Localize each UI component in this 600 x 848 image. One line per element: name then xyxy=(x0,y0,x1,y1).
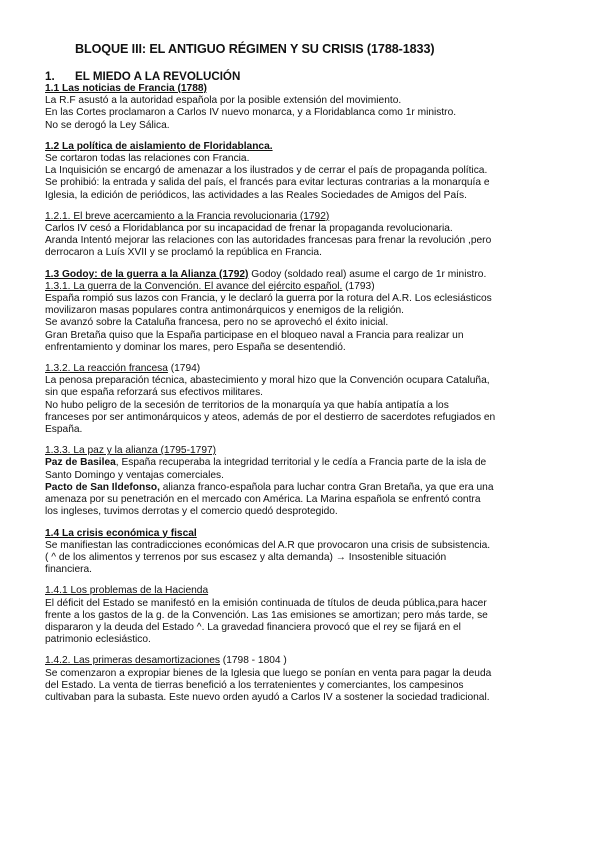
section-1-2-1 xyxy=(45,211,560,260)
section-1-4-2-heading-line xyxy=(45,655,560,667)
paragraph-line: cultivaban para la subasta. Este nuevo orden ayudó a Carlos IV a sostener la sociedad tradicional. xyxy=(45,691,490,703)
section-1-3-2-heading-line xyxy=(45,363,560,375)
paragraph-line: derrocaron a Luís XVII y se proclamó la república en Francia. xyxy=(45,247,322,259)
section-1-3-2 xyxy=(45,363,560,436)
paragraph-line: Gran Bretaña quiso que la España participase en el bloqueo naval a Francia para realizar un xyxy=(45,329,464,341)
paragraph-line: Se cortaron todas las relaciones con Francia. xyxy=(45,153,250,165)
section-1-3-1-heading-line xyxy=(45,281,560,293)
paragraph-line: La Inquisición se encargó de amenazar a los ilustrados y de cerrar el país de propaganda política. xyxy=(45,165,488,177)
paragraph-line: Se comenzaron a expropiar bienes de la Iglesia que luego se ponían en venta para pagar la deuda xyxy=(45,667,492,679)
section-1-2-heading: 1.2 La política de aislamiento de Floridablanca. xyxy=(45,140,273,152)
section-1-2 xyxy=(45,141,560,202)
section-1-1-heading: 1.1 Las noticias de Francia (1788) xyxy=(45,83,207,94)
paragraph-line: patrimonio eclesiástico. xyxy=(45,634,151,646)
pacto-san-ildefonso-text: alianza franco-española para luchar contra Gran Bretaña, ya que era una xyxy=(159,481,494,493)
section-1-4-1 xyxy=(45,585,560,646)
section-1-3-1-heading: 1.3.1. La guerra de la Convención. El avance del ejército español. xyxy=(45,280,343,292)
section-1-4-2-heading: 1.4.2. Las primeras desamortizaciones xyxy=(45,655,220,667)
section-1-3-heading-line xyxy=(45,269,560,281)
pacto-san-ildefonso-term: Pacto de San Ildefonso, xyxy=(45,481,160,493)
paragraph-line: En las Cortes proclamaron a Carlos IV nuevo monarca, y a Floridablanca como 1r ministro. xyxy=(45,107,457,119)
paragraph-line: movilizaron masas populares contra antimonárquicos y enemigos de la religión. xyxy=(45,305,405,317)
paragraph-line: Iglesia, la edición de periódicos, las actividades a las Reales Sociedades de Amigos del País. xyxy=(45,189,467,201)
paragraph-line: Se manifiestan las contradicciones económicas del A.R que provocaron una crisis de subsistencia. xyxy=(45,539,491,551)
section-1-3-heading: 1.3 Godoy: de la guerra a la Alianza (1792) xyxy=(45,268,249,280)
section-1-4-2-heading-tail: (1798 - 1804 ) xyxy=(219,655,287,667)
section-1-3-1 xyxy=(45,281,560,354)
paragraph-line: sin que españa reforzará sus efectivos militares. xyxy=(45,387,264,399)
paragraph-line xyxy=(45,482,560,494)
section-1-3-2-heading-tail: (1794) xyxy=(167,363,201,375)
section-1-3-3 xyxy=(45,445,560,518)
section-1-4-2 xyxy=(45,655,560,704)
document-title: BLOQUE III: EL ANTIGUO RÉGIMEN Y SU CRISIS (1788-1833) xyxy=(75,42,435,56)
paragraph-line xyxy=(45,457,560,469)
section-title: EL MIEDO A LA REVOLUCIÓN xyxy=(75,70,241,83)
paragraph-line: La R.F asustó a la autoridad española por la posible extensión del movimiento. xyxy=(45,95,402,107)
paragraph-line: La penosa preparación técnica, abastecimiento y moral hizo que la Convención ocupara Cataluña, xyxy=(45,375,490,387)
paz-de-basilea-term: Paz de Basilea xyxy=(45,457,116,469)
paragraph-line: amenaza por su penetración en el mercado con América. La Marina española se enfrentó contra xyxy=(45,494,481,506)
section-1-3-2-heading: 1.3.2. La reacción francesa xyxy=(45,363,168,375)
section-1-4 xyxy=(45,528,560,577)
paragraph-line: ( ^ de los alimentos y terrenos por sus escasez y alta demanda) → Insostenible situación xyxy=(45,551,447,563)
section-1-heading xyxy=(45,70,560,83)
paragraph-line: frente a los gastos de la g. de la Convención. Las 1as emisiones se amortizan; pero más tarde, se xyxy=(45,609,488,621)
section-1-3-1-heading-tail: (1793) xyxy=(342,280,375,292)
paragraph-line: No hubo peligro de la secesión de territorios de la monarquía ya que había antipatía a los xyxy=(45,399,449,411)
section-1-3-3-heading: 1.3.3. La paz y la alianza (1795-1797) xyxy=(45,445,217,457)
paragraph-line: Se avanzó sobre la Cataluña francesa, pero no se aprovechó el éxito inicial. xyxy=(45,317,389,329)
paragraph-line: enfrentamiento y dominar los mares, pero España se desentendió. xyxy=(45,341,346,353)
paragraph-line: dispararon y la deuda del Estado ^. La gravedad financiera provocó que el rey se fijará en el xyxy=(45,621,461,633)
paragraph-line: del Estado. La venta de tierras benefició a los terratenientes y comerciantes, los campesinos xyxy=(45,679,464,691)
section-1-2-1-heading: 1.2.1. El breve acercamiento a la Francia revolucionaria (1792) xyxy=(45,210,330,222)
paragraph-line: franceses por ser antimonárquicos y ateos, además de por el destierro de sacerdotes refugiados en xyxy=(45,411,496,423)
section-1-1 xyxy=(45,83,560,132)
paz-de-basilea-text: , España recuperaba la integridad territorial y le cedía a Francia parte de la isla de xyxy=(115,457,487,469)
paragraph-line: Carlos IV cesó a Floridablanca por su incapacidad de frenar la propaganda revolucionaria. xyxy=(45,223,453,235)
paragraph-line: Aranda Intentó mejorar las relaciones con las autoridades francesas para frenar la revolución ,pero xyxy=(45,235,492,247)
section-1-3-heading-tail: Godoy (soldado real) asume el cargo de 1r ministro. xyxy=(248,268,487,280)
section-1-4-heading: 1.4 La crisis económica y fiscal xyxy=(45,527,197,539)
paragraph-line: El déficit del Estado se manifestó en la emisión continuada de títulos de deuda pública,para hacer xyxy=(45,597,487,609)
paragraph-line: España. xyxy=(45,424,83,436)
section-1-4-1-heading: 1.4.1 Los problemas de la Hacienda xyxy=(45,585,209,597)
paragraph-line: No se derogó la Ley Sálica. xyxy=(45,119,170,131)
paragraph-line: Se prohibió: la entrada y salida del país, el francés para evitar lecturas contrarias a la monarquía e xyxy=(45,177,490,189)
section-1-3 xyxy=(45,269,560,281)
document-page xyxy=(45,42,560,704)
paragraph-line: Santo Domingo y ventajas comerciales. xyxy=(45,469,224,481)
paragraph-line: financiera. xyxy=(45,564,93,576)
paragraph-line: España rompió sus lazos con Francia, y le declaró la guerra por la rotura del A.R. Los eclesiásticos xyxy=(45,293,492,305)
section-number: 1. xyxy=(45,70,55,83)
paragraph-line: los ingleses, tuvimos derrotas y el comercio quedó desprotegido. xyxy=(45,506,338,518)
